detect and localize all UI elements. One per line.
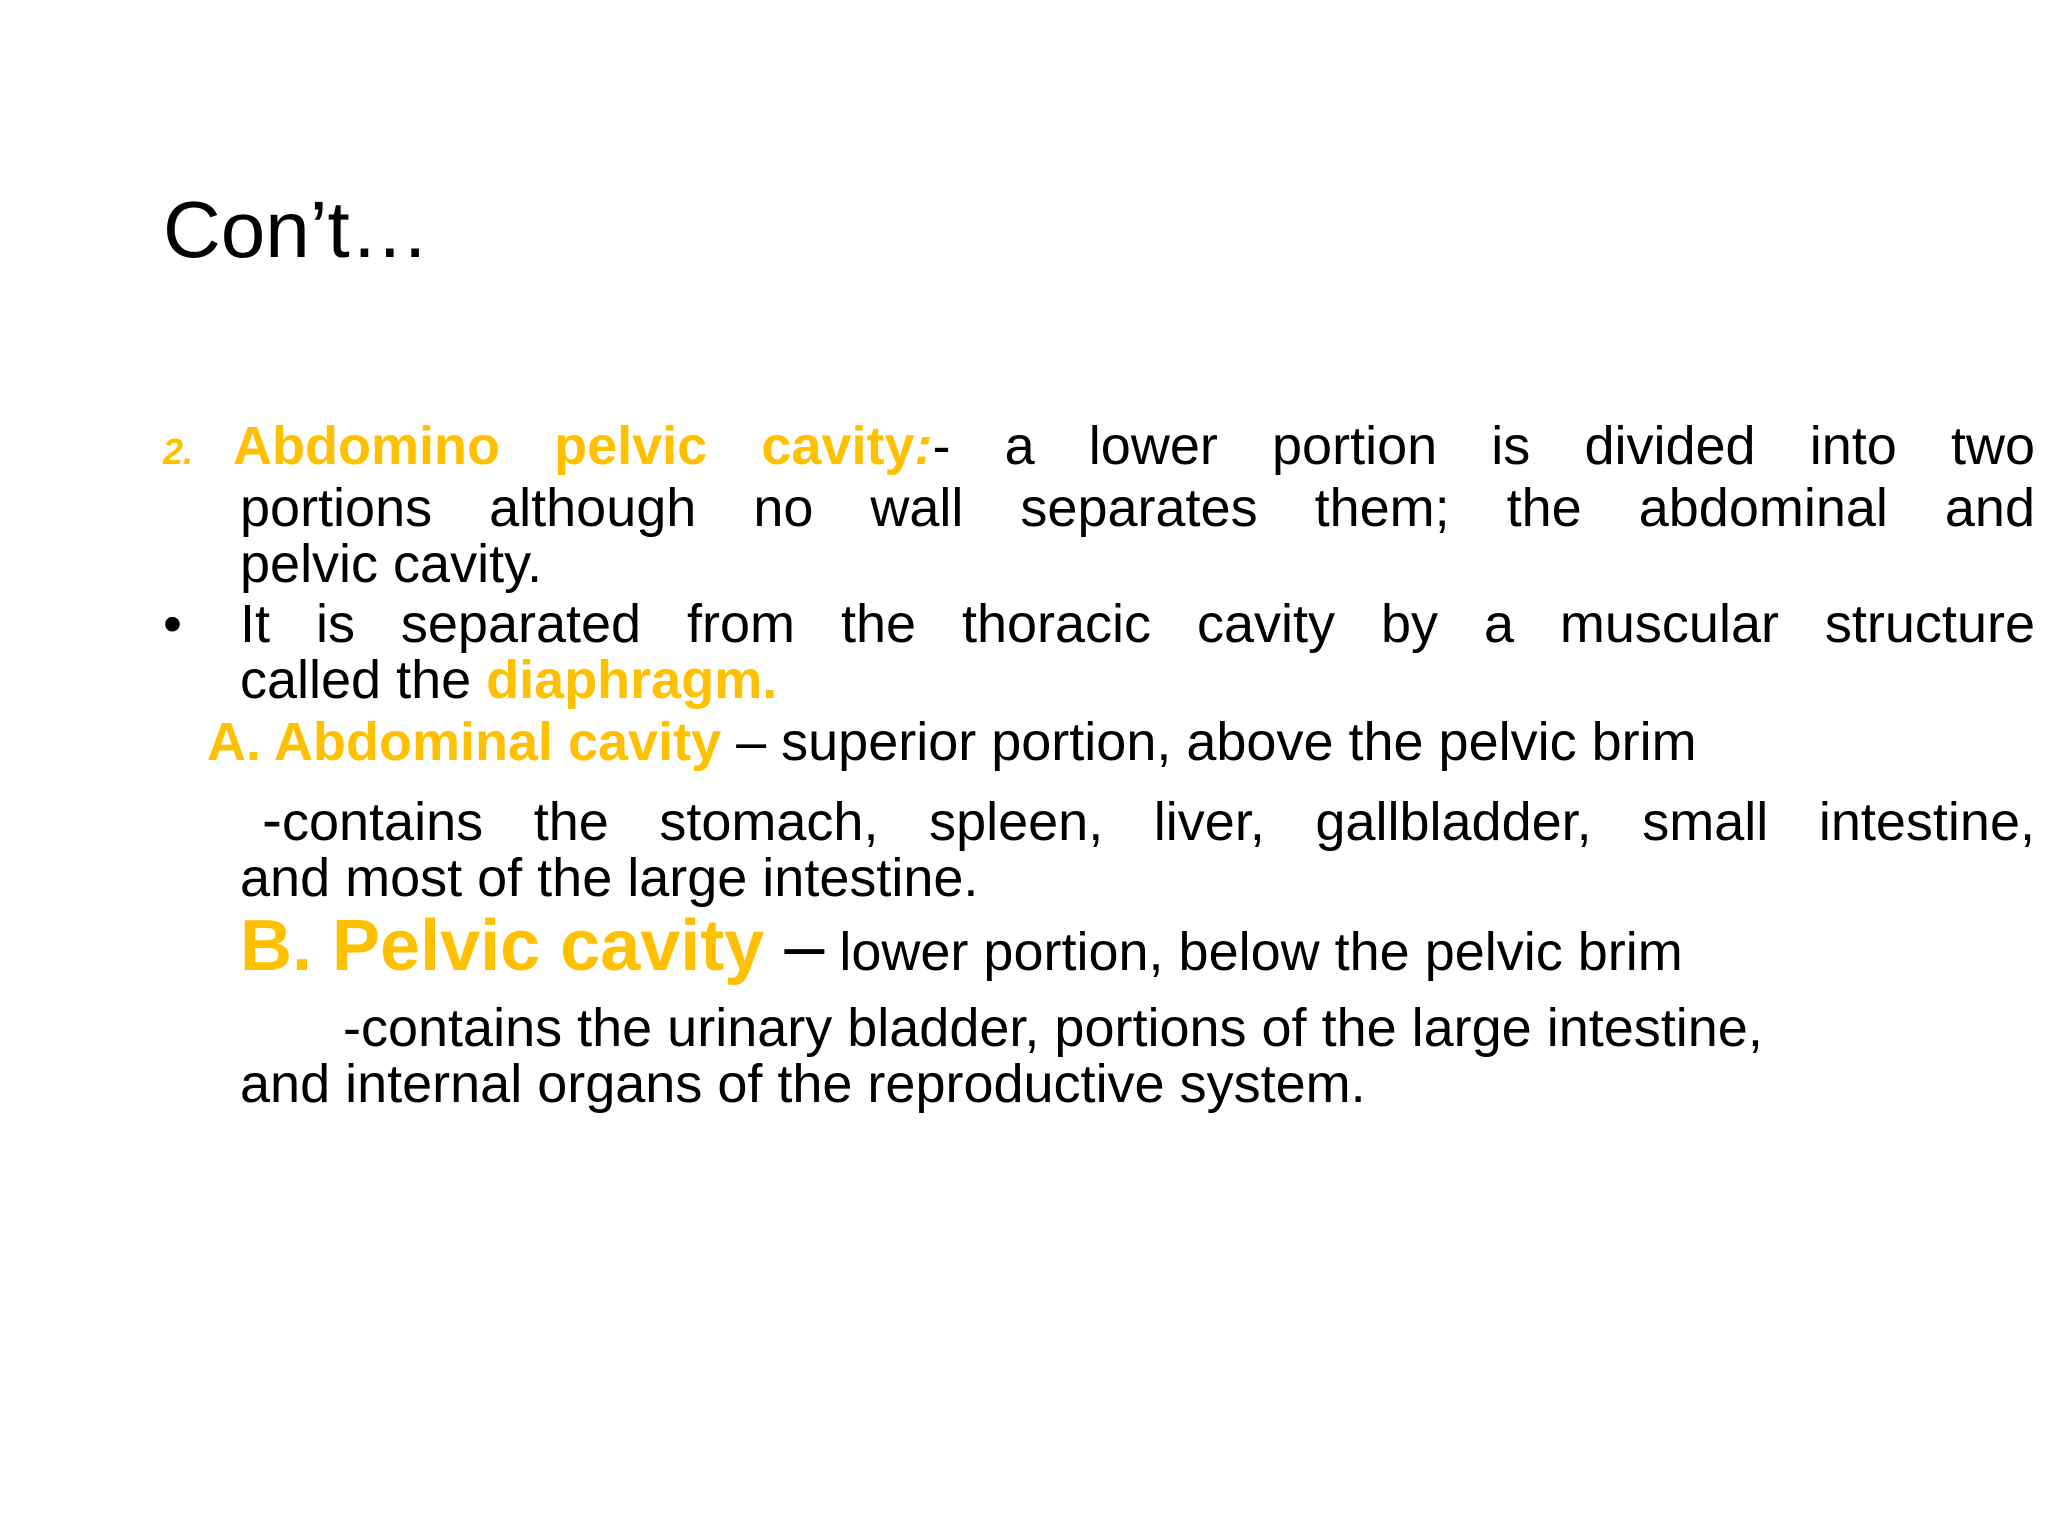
section-a-contents-text-1: contains the stomach, spleen, liver, gallbladder, small intestine, bbox=[281, 792, 2035, 852]
section-b-heading-line bbox=[240, 906, 1683, 986]
bullet-paragraph bbox=[163, 596, 2035, 708]
section-a-contents-line-1 bbox=[240, 786, 2035, 853]
item-2-line-3: pelvic cavity. bbox=[240, 534, 543, 594]
bullet-marker: • bbox=[163, 594, 182, 654]
section-a-description: – superior portion, above the pelvic brim bbox=[721, 712, 1697, 772]
section-a-dash: - bbox=[262, 786, 282, 853]
section-b-contents bbox=[240, 1000, 1763, 1112]
item-number: 2. bbox=[163, 431, 194, 472]
section-b-heading: B. Pelvic cavity bbox=[240, 906, 765, 986]
section-b-contents-line-2: and internal organs of the reproductive system. bbox=[240, 1054, 1366, 1114]
item-2-line-2: portions although no wall separates them; the abdominal and bbox=[240, 478, 2035, 538]
section-a-contents bbox=[240, 786, 2035, 908]
diaphragm-highlight: diaphragm. bbox=[486, 650, 778, 710]
item-2-colon: : bbox=[914, 416, 933, 476]
item-2-heading: Abdomino pelvic cavity bbox=[233, 416, 915, 476]
bullet-line-2-prefix: called the bbox=[240, 650, 487, 710]
bullet-line-1: It is separated from the thoracic cavity by a muscular structure bbox=[240, 594, 2035, 654]
item-2-line-1-text: - a lower portion is divided into two bbox=[932, 416, 2036, 476]
section-b-dash: – bbox=[764, 906, 825, 986]
section-a-heading-line bbox=[207, 714, 1697, 770]
section-a-heading: A. Abdominal cavity bbox=[207, 712, 722, 772]
item-2-line-1 bbox=[163, 418, 2035, 480]
bullet-line-2 bbox=[163, 652, 2035, 708]
item-2-paragraph bbox=[163, 418, 2035, 592]
section-b-description: lower portion, below the pelvic brim bbox=[824, 922, 1683, 982]
section-b-contents-line-1: -contains the urinary bladder, portions of the large intestine, bbox=[343, 998, 1763, 1058]
section-a-contents-line-2: and most of the large intestine. bbox=[240, 848, 979, 908]
slide-title: Con’t… bbox=[163, 185, 430, 274]
